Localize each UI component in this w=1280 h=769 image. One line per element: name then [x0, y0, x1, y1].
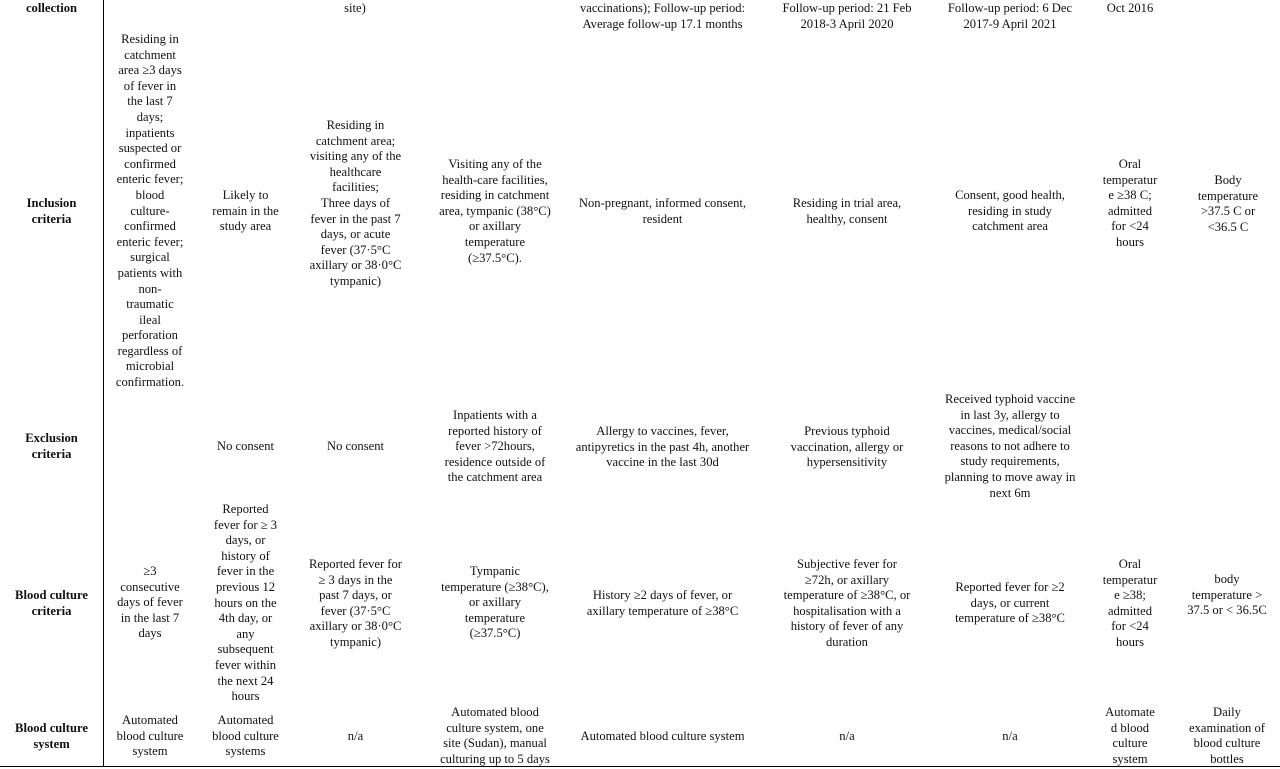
cell-inclusion-c1: Likely to remain in the study area: [212, 188, 279, 234]
cell-bc-system-c7: Automate d blood culture system: [1105, 705, 1155, 766]
cell-bc-system-c6: n/a: [1002, 729, 1018, 743]
cell-bc-system-c0: Automated blood culture system: [116, 713, 184, 759]
cell-collection-c7: Oct 2016: [1106, 1, 1154, 15]
cell-inclusion-c5: Residing in trial area, healthy, consent: [792, 196, 902, 226]
cell-exclusion-c1: No consent: [216, 439, 274, 453]
cell-bc-system-c2: n/a: [347, 729, 364, 743]
cell-bc-criteria-c3: Tympanic temperature (≥38°C), or axillary temperature (≥37.5°C): [441, 564, 549, 641]
cell-inclusion-c2: Residing in catchment area; visiting any of the healthcare facilities; Three days of fever in the past 7 days, or acute fever (37·5°C axillary or 38·0°C tympanic): [309, 118, 402, 288]
cell-inclusion-c7: Oral temperatur e ≥38 C; admitted for <24 hours: [1102, 157, 1158, 249]
cell-bc-system-c8: Daily examination of blood culture bottles: [1189, 705, 1265, 766]
cell-exclusion-c3: Inpatients with a reported history of fever >72hours, residence outside of the catchment area: [444, 408, 546, 485]
table-left-border: [103, 0, 104, 767]
cell-collection-c6: Follow-up period: 6 Dec 2017-9 April 2021: [947, 1, 1073, 31]
row-header-inclusion: Inclusion criteria: [26, 196, 77, 226]
cell-bc-criteria-c7: Oral temperatur e ≥38; admitted for <24 hours: [1102, 557, 1158, 649]
cell-collection-c2: site): [344, 1, 366, 15]
cell-bc-system-c3: Automated blood culture system, one site (Sudan), manual culturing up to 5 days: [440, 705, 550, 766]
table-bottom-border: [0, 766, 1280, 767]
cell-collection-c4: vaccinations); Follow-up period: Average follow-up 17.1 months: [579, 1, 746, 31]
cell-inclusion-c3: Visiting any of the health-care facilities, residing in catchment area, tympanic (38°C) or axillary temperature (≥37.5°C).: [439, 157, 551, 265]
cell-inclusion-c0: Residing in catchment area ≥3 days of fever in the last 7 days; inpatients suspected or confirmed enteric fever; blood culture- confirmed enteric fever; surgical patients with non- traumatic ileal perforation regardless of microbial confirmation.: [115, 32, 185, 390]
cell-bc-system-c5: n/a: [839, 729, 855, 743]
cell-exclusion-c6: Received typhoid vaccine in last 3y, allergy to vaccines, medical/social reasons to not adhere to study requirements, planning to move away in next 6m: [944, 392, 1076, 500]
cell-inclusion-c6: Consent, good health, residing in study catchment area: [955, 188, 1065, 234]
cell-bc-criteria-c6: Reported fever for ≥2 days, or current temperature of ≥38°C: [955, 580, 1065, 626]
cell-inclusion-c4: Non-pregnant, informed consent, resident: [578, 196, 747, 226]
cell-bc-criteria-c5: Subjective fever for ≥72h, or axillary temperature of ≥38°C, or hospitalisation with a history of fever of any duration: [783, 557, 911, 649]
cell-bc-criteria-c8: body temperature > 37.5 or < 36.5C: [1187, 572, 1267, 618]
cell-exclusion-c4: Allergy to vaccines, fever, antipyretics in the past 4h, another vaccine in the last 30d: [575, 424, 750, 470]
cell-exclusion-c2: No consent: [326, 439, 384, 453]
cell-collection-c5: Follow-up period: 21 Feb 2018-3 April 2020: [782, 1, 912, 31]
cell-exclusion-c5: Previous typhoid vaccination, allergy or hypersensitivity: [790, 424, 904, 470]
cell-bc-criteria-c0: ≥3 consecutive days of fever in the last 7 days: [117, 564, 183, 641]
row-header-blood-culture-system: Blood culture system: [15, 721, 88, 751]
row-header-collection: collection: [25, 1, 78, 15]
cell-bc-criteria-c1: Reported fever for ≥ 3 days, or history of fever in the previous 12 hours on the 4th day, or any subsequent fever within the next 24 hours: [213, 502, 278, 704]
cell-bc-system-c4: Automated blood culture system: [580, 729, 745, 743]
cell-bc-criteria-c4: History ≥2 days of fever, or axillary temperature of ≥38°C: [586, 588, 739, 618]
cell-inclusion-c8: Body temperature >37.5 C or <36.5 C: [1197, 173, 1259, 234]
cell-bc-criteria-c2: Reported fever for ≥ 3 days in the past 7 days, or fever (37·5°C axillary or 38·0°C tympanic): [308, 557, 402, 649]
row-header-blood-culture-criteria: Blood culture criteria: [15, 588, 88, 618]
row-header-exclusion: Exclusion criteria: [25, 431, 78, 461]
cell-bc-system-c1: Automated blood culture systems: [212, 713, 279, 759]
